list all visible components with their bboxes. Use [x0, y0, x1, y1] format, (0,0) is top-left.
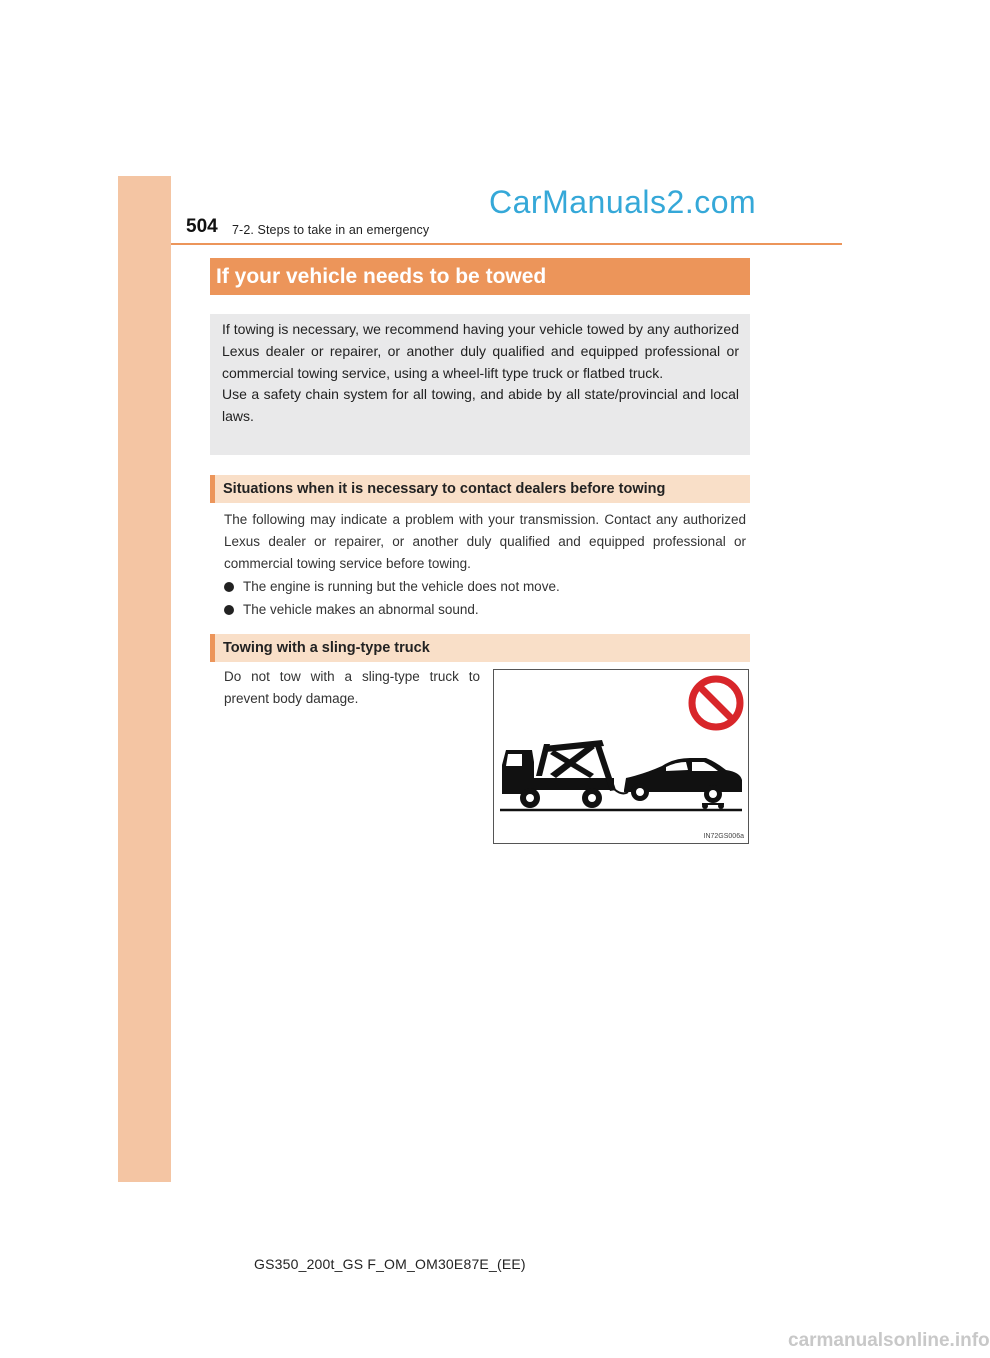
list-item: [224, 600, 744, 620]
header-rule: [171, 243, 842, 245]
dealers-body-text: The following may indicate a problem with your transmission. Contact any authorized Lexus dealer or repairer, or another duly qualified and equipped professional or commercial towing service before towing.: [224, 512, 746, 571]
page-title: If your vehicle needs to be towed: [210, 258, 750, 295]
list-item: [224, 577, 744, 597]
sling-body-text: Do not tow with a sling-type truck to prevent body damage.: [224, 669, 480, 706]
intro-paragraph-1: If towing is necessary, we recommend having your vehicle towed by any authorized Lexus dealer or repairer, or another duly qualified and equipped professional or commercial towing service, using a wheel-lift type truck or flatbed truck.: [222, 321, 739, 381]
side-bar: [118, 176, 171, 1182]
figure-code: IN72GS006a: [703, 833, 744, 840]
bullet-text: The vehicle makes an abnormal sound.: [243, 602, 479, 617]
towing-illustration: [493, 669, 749, 844]
heading-sling-truck: Towing with a sling-type truck: [210, 634, 750, 662]
intro-box: [210, 314, 750, 455]
bullet-icon: [224, 605, 234, 615]
tow-truck-illustration: [494, 670, 748, 843]
prohibition-icon: [692, 679, 740, 727]
bullet-text: The engine is running but the vehicle does not move.: [243, 579, 560, 594]
footer-document-code: GS350_200t_GS F_OM_OM30E87E_(EE): [254, 1256, 526, 1272]
bullet-icon: [224, 582, 234, 592]
intro-paragraph-2: Use a safety chain system for all towing, and abide by all state/provincial and local laws.: [222, 386, 739, 425]
section-label: 7-2. Steps to take in an emergency: [232, 223, 430, 237]
heading-contact-dealers: Situations when it is necessary to contact dealers before towing: [210, 475, 750, 503]
page-number: 504: [186, 216, 218, 237]
watermark-top[interactable]: CarManuals2.com: [489, 184, 757, 220]
watermark-bottom[interactable]: carmanualsonline.info: [788, 1330, 990, 1351]
